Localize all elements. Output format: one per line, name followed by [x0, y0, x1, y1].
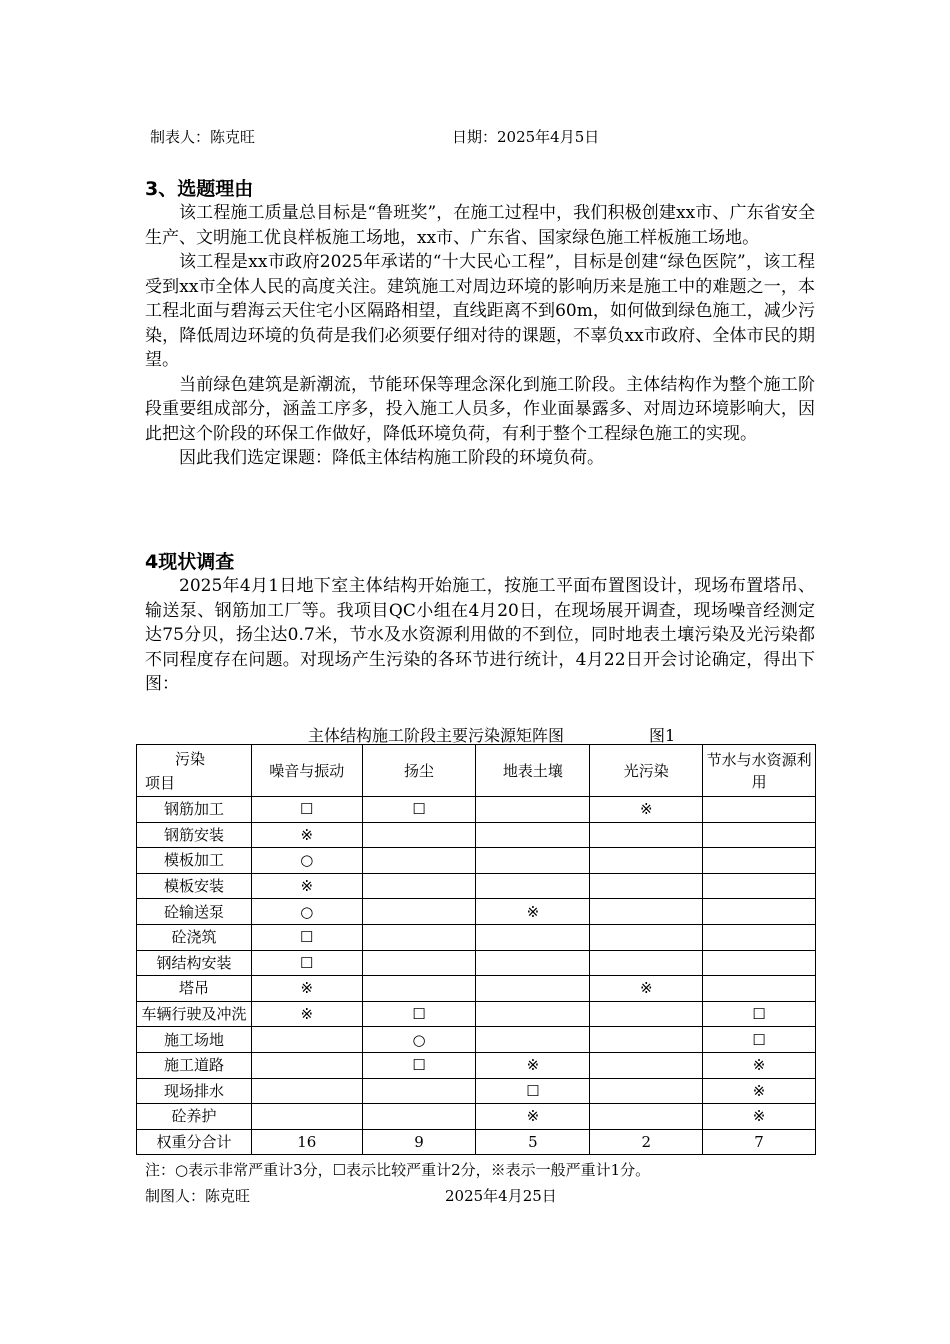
- matrix-cell: ○: [251, 899, 362, 925]
- matrix-cell: [476, 976, 590, 1002]
- corner-label-item: 项目: [145, 774, 176, 792]
- matrix-cell: [703, 797, 816, 823]
- matrix-cell: [362, 950, 476, 976]
- matrix-cell: [362, 1104, 476, 1130]
- matrix-cell: 2: [590, 1129, 703, 1155]
- table-row: [137, 976, 816, 1002]
- column-header: 光污染: [590, 745, 703, 797]
- section-4-body: [145, 574, 815, 697]
- matrix-cell: [703, 924, 816, 950]
- row-item-label: 砼浇筑: [137, 924, 252, 950]
- matrix-cell: ☐: [476, 1078, 590, 1104]
- matrix-cell: ※: [590, 976, 703, 1002]
- matrix-cell: ※: [476, 1052, 590, 1078]
- matrix-cell: [362, 822, 476, 848]
- matrix-cell: [476, 873, 590, 899]
- matrix-cell: ※: [703, 1052, 816, 1078]
- matrix-cell: [590, 1027, 703, 1053]
- matrix-cell: [590, 1104, 703, 1130]
- matrix-cell: [703, 950, 816, 976]
- matrix-cell: ☐: [362, 1001, 476, 1027]
- column-header: 扬尘: [362, 745, 476, 797]
- matrix-cell: [590, 950, 703, 976]
- matrix-cell: ☐: [362, 1052, 476, 1078]
- matrix-cell: ○: [362, 1027, 476, 1053]
- matrix-cell: [476, 848, 590, 874]
- matrix-cell: 16: [251, 1129, 362, 1155]
- row-item-label: 砼输送泵: [137, 899, 252, 925]
- matrix-cell: [703, 873, 816, 899]
- matrix-cell: [362, 899, 476, 925]
- table-date: 日期：2025年4月5日: [452, 128, 600, 146]
- row-item-label: 现场排水: [137, 1078, 252, 1104]
- table-row: [137, 797, 816, 823]
- matrix-cell: ※: [251, 822, 362, 848]
- matrix-cell: [362, 976, 476, 1002]
- matrix-cell: [251, 1078, 362, 1104]
- matrix-cell: [251, 1104, 362, 1130]
- table-row: [137, 1001, 816, 1027]
- matrix-cell: ※: [251, 1001, 362, 1027]
- matrix-cell: [251, 1027, 362, 1053]
- table-row: [137, 899, 816, 925]
- table-header-row: [137, 745, 816, 797]
- table-row: [137, 1078, 816, 1104]
- table-author: 制表人：陈克旺: [150, 128, 256, 146]
- table-row: [137, 950, 816, 976]
- chart-date: 2025年4月25日: [445, 1187, 557, 1205]
- row-item-label: 钢筋安装: [137, 822, 252, 848]
- matrix-cell: [590, 873, 703, 899]
- table-caption: 主体结构施工阶段主要污染源矩阵图: [308, 726, 565, 745]
- matrix-cell: [476, 1027, 590, 1053]
- matrix-cell: ☐: [251, 797, 362, 823]
- table-row: [137, 1104, 816, 1130]
- row-item-label: 钢筋加工: [137, 797, 252, 823]
- matrix-cell: [590, 1078, 703, 1104]
- matrix-cell: ○: [251, 848, 362, 874]
- matrix-cell: [476, 797, 590, 823]
- matrix-cell: [703, 848, 816, 874]
- matrix-cell: [362, 848, 476, 874]
- matrix-cell: [703, 976, 816, 1002]
- section-4-heading: 4现状调查: [145, 551, 235, 573]
- column-header: 噪音与振动: [251, 745, 362, 797]
- chart-author: 制图人：陈克旺: [145, 1187, 251, 1205]
- table-row: [137, 1129, 816, 1155]
- section-3-body: [145, 201, 815, 471]
- matrix-cell: [703, 822, 816, 848]
- column-header: 地表土壤: [476, 745, 590, 797]
- row-item-label: 施工场地: [137, 1027, 252, 1053]
- table-row: [137, 848, 816, 874]
- pollution-matrix-table: [136, 744, 816, 1155]
- matrix-cell: 7: [703, 1129, 816, 1155]
- table-row: [137, 1027, 816, 1053]
- row-item-label: 权重分合计: [137, 1129, 252, 1155]
- matrix-cell: [590, 848, 703, 874]
- matrix-cell: [476, 950, 590, 976]
- matrix-cell: [590, 822, 703, 848]
- matrix-cell: 5: [476, 1129, 590, 1155]
- matrix-cell: [362, 1078, 476, 1104]
- table-row: [137, 1052, 816, 1078]
- section-3-paragraph: 该工程施工质量总目标是“鲁班奖”，在施工过程中，我们积极创建xx市、广东省安全生产、文明施工优良样板施工场地，xx市、广东省、国家绿色施工样板施工场地。: [145, 203, 815, 248]
- matrix-cell: ※: [251, 873, 362, 899]
- section-3-heading: 3、选题理由: [145, 178, 254, 200]
- matrix-cell: ☐: [703, 1001, 816, 1027]
- matrix-cell: ※: [590, 797, 703, 823]
- matrix-cell: ☐: [362, 797, 476, 823]
- matrix-cell: [590, 1052, 703, 1078]
- row-item-label: 模板安装: [137, 873, 252, 899]
- row-item-label: 砼养护: [137, 1104, 252, 1130]
- table-note: 注：○表示非常严重计3分，☐表示比较严重计2分，※表示一般严重计1分。: [145, 1161, 651, 1179]
- table-row: [137, 924, 816, 950]
- row-item-label: 车辆行驶及冲洗: [137, 1001, 252, 1027]
- section-4-paragraph: 2025年4月1日地下室主体结构开始施工，按施工平面布置图设计，现场布置塔吊、输送泵、钢筋加工厂等。我项目QC小组在4月20日，在现场展开调查，现场噪音经测定达75分贝，扬尘达0.7米，节水及水资源利用做的不到位，同时地表土壤污染及光污染都不同程度存在问题。对现场产生污染的各环节进行统计，4月22日开会讨论确定，得出下图：: [145, 576, 815, 694]
- matrix-cell: ☐: [703, 1027, 816, 1053]
- table-corner-cell: [137, 745, 252, 797]
- matrix-cell: [476, 1001, 590, 1027]
- table-row: [137, 873, 816, 899]
- column-header: 节水与水资源利用: [703, 745, 816, 797]
- matrix-cell: ※: [476, 899, 590, 925]
- matrix-cell: ☐: [251, 950, 362, 976]
- section-3-paragraph: 该工程是xx市政府2025年承诺的“十大民心工程”，目标是创建“绿色医院”，该工程受到xx市全体人民的高度关注。建筑施工对周边环境的影响历来是施工中的难题之一，本工程北面与碧海云天住宅小区隔路相望，直线距离不到60m，如何做到绿色施工，减少污染，降低周边环境的负荷是我们必须要仔细对待的课题，不辜负xx市政府、全体市民的期望。: [145, 252, 815, 370]
- matrix-cell: ※: [476, 1104, 590, 1130]
- row-item-label: 施工道路: [137, 1052, 252, 1078]
- row-item-label: 钢结构安装: [137, 950, 252, 976]
- matrix-cell: ☐: [251, 924, 362, 950]
- section-3-paragraph: 因此我们选定课题：降低主体结构施工阶段的环境负荷。: [179, 448, 604, 468]
- matrix-cell: [590, 1001, 703, 1027]
- table-row: [137, 822, 816, 848]
- matrix-cell: ※: [703, 1078, 816, 1104]
- row-item-label: 塔吊: [137, 976, 252, 1002]
- matrix-cell: [703, 899, 816, 925]
- matrix-cell: [476, 924, 590, 950]
- figure-label: 图1: [649, 726, 676, 745]
- matrix-cell: [362, 873, 476, 899]
- matrix-cell: [590, 899, 703, 925]
- corner-label-pollution: 污染: [175, 750, 206, 768]
- matrix-cell: [590, 924, 703, 950]
- matrix-cell: [251, 1052, 362, 1078]
- matrix-cell: ※: [251, 976, 362, 1002]
- section-3-paragraph: 当前绿色建筑是新潮流，节能环保等理念深化到施工阶段。主体结构作为整个施工阶段重要组成部分，涵盖工序多，投入施工人员多，作业面暴露多、对周边环境影响大，因此把这个阶段的环保工作做好，降低环境负荷，有利于整个工程绿色施工的实现。: [145, 374, 815, 444]
- matrix-cell: [476, 822, 590, 848]
- row-item-label: 模板加工: [137, 848, 252, 874]
- matrix-cell: 9: [362, 1129, 476, 1155]
- matrix-cell: [362, 924, 476, 950]
- matrix-cell: ※: [703, 1104, 816, 1130]
